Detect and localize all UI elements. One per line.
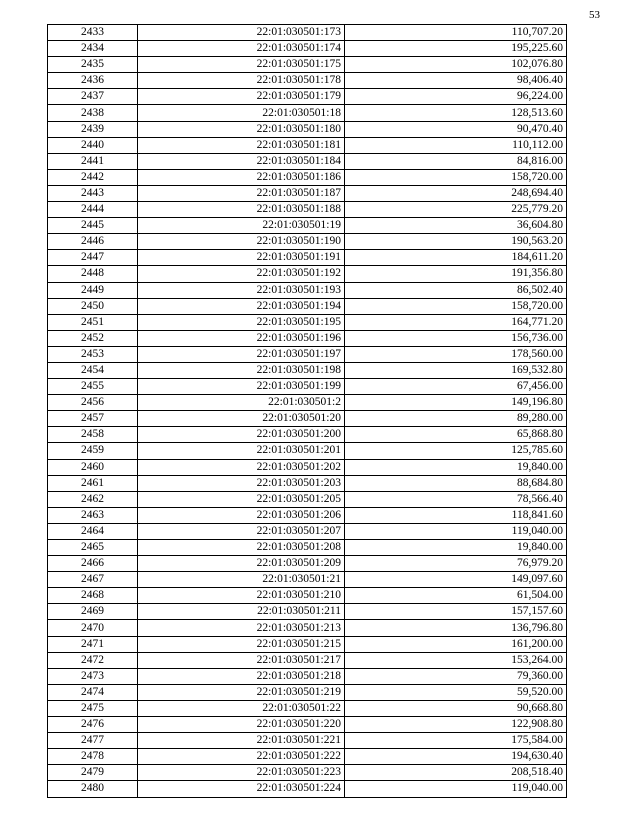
cadastral-value-cell: 156,736.00 (345, 330, 567, 346)
row-number-cell: 2447 (48, 250, 138, 266)
cadastral-number-cell: 22:01:030501:218 (138, 668, 345, 684)
table-row (48, 668, 567, 684)
cadastral-number-cell: 22:01:030501:220 (138, 717, 345, 733)
cadastral-number-cell: 22:01:030501:173 (138, 25, 345, 41)
cadastral-value-cell: 161,200.00 (345, 636, 567, 652)
row-number-cell: 2479 (48, 765, 138, 781)
cadastral-number-cell: 22:01:030501:205 (138, 491, 345, 507)
page-number: 53 (589, 9, 600, 21)
cadastral-number-cell: 22:01:030501:191 (138, 250, 345, 266)
cadastral-value-cell: 157,157.60 (345, 604, 567, 620)
cadastral-number-cell: 22:01:030501:213 (138, 620, 345, 636)
cadastral-number-cell: 22:01:030501:178 (138, 73, 345, 89)
row-number-cell: 2458 (48, 427, 138, 443)
cadastral-value-cell: 191,356.80 (345, 266, 567, 282)
table-row (48, 105, 567, 121)
cadastral-value-cell: 128,513.60 (345, 105, 567, 121)
table-row (48, 443, 567, 459)
table-row (48, 41, 567, 57)
cadastral-value-cell: 175,584.00 (345, 733, 567, 749)
cadastral-value-cell: 149,097.60 (345, 572, 567, 588)
table-row (48, 346, 567, 362)
cadastral-value-cell: 79,360.00 (345, 668, 567, 684)
table-row (48, 282, 567, 298)
cadastral-value-table (47, 24, 567, 798)
cadastral-number-cell: 22:01:030501:179 (138, 89, 345, 105)
row-number-cell: 2451 (48, 314, 138, 330)
row-number-cell: 2474 (48, 684, 138, 700)
row-number-cell: 2455 (48, 379, 138, 395)
table-row (48, 620, 567, 636)
row-number-cell: 2448 (48, 266, 138, 282)
cadastral-value-cell: 84,816.00 (345, 153, 567, 169)
table-row (48, 523, 567, 539)
cadastral-number-cell: 22:01:030501:194 (138, 298, 345, 314)
cadastral-number-cell: 22:01:030501:209 (138, 556, 345, 572)
cadastral-number-cell: 22:01:030501:181 (138, 137, 345, 153)
table-row (48, 684, 567, 700)
table-row (48, 749, 567, 765)
cadastral-number-cell: 22:01:030501:217 (138, 652, 345, 668)
cadastral-value-cell: 153,264.00 (345, 652, 567, 668)
cadastral-value-cell: 36,604.80 (345, 218, 567, 234)
row-number-cell: 2457 (48, 411, 138, 427)
cadastral-value-cell: 65,868.80 (345, 427, 567, 443)
cadastral-number-cell: 22:01:030501:208 (138, 540, 345, 556)
row-number-cell: 2470 (48, 620, 138, 636)
table-row (48, 572, 567, 588)
table-row (48, 185, 567, 201)
table-row (48, 73, 567, 89)
table-row (48, 652, 567, 668)
cadastral-value-cell: 136,796.80 (345, 620, 567, 636)
cadastral-value-cell: 90,668.80 (345, 700, 567, 716)
row-number-cell: 2454 (48, 362, 138, 378)
table-row (48, 427, 567, 443)
table-row (48, 25, 567, 41)
cadastral-value-cell: 178,560.00 (345, 346, 567, 362)
table-row (48, 379, 567, 395)
cadastral-number-cell: 22:01:030501:180 (138, 121, 345, 137)
table-row (48, 153, 567, 169)
table-row (48, 700, 567, 716)
cadastral-number-cell: 22:01:030501:192 (138, 266, 345, 282)
cadastral-value-cell: 86,502.40 (345, 282, 567, 298)
cadastral-number-cell: 22:01:030501:207 (138, 523, 345, 539)
cadastral-value-cell: 96,224.00 (345, 89, 567, 105)
cadastral-value-cell: 67,456.00 (345, 379, 567, 395)
cadastral-value-cell: 164,771.20 (345, 314, 567, 330)
table-row (48, 540, 567, 556)
row-number-cell: 2442 (48, 169, 138, 185)
row-number-cell: 2446 (48, 234, 138, 250)
row-number-cell: 2471 (48, 636, 138, 652)
table-row (48, 169, 567, 185)
row-number-cell: 2459 (48, 443, 138, 459)
row-number-cell: 2477 (48, 733, 138, 749)
cadastral-value-cell: 190,563.20 (345, 234, 567, 250)
row-number-cell: 2434 (48, 41, 138, 57)
table-row (48, 121, 567, 137)
row-number-cell: 2472 (48, 652, 138, 668)
cadastral-number-cell: 22:01:030501:175 (138, 57, 345, 73)
cadastral-number-cell: 22:01:030501:210 (138, 588, 345, 604)
row-number-cell: 2476 (48, 717, 138, 733)
row-number-cell: 2441 (48, 153, 138, 169)
cadastral-value-cell: 61,504.00 (345, 588, 567, 604)
cadastral-number-cell: 22:01:030501:219 (138, 684, 345, 700)
row-number-cell: 2450 (48, 298, 138, 314)
cadastral-value-cell: 76,979.20 (345, 556, 567, 572)
cadastral-number-cell: 22:01:030501:19 (138, 218, 345, 234)
cadastral-number-cell: 22:01:030501:20 (138, 411, 345, 427)
cadastral-value-cell: 208,518.40 (345, 765, 567, 781)
cadastral-value-cell: 98,406.40 (345, 73, 567, 89)
cadastral-value-cell: 195,225.60 (345, 41, 567, 57)
row-number-cell: 2469 (48, 604, 138, 620)
cadastral-number-cell: 22:01:030501:187 (138, 185, 345, 201)
row-number-cell: 2436 (48, 73, 138, 89)
cadastral-value-cell: 78,566.40 (345, 491, 567, 507)
table-row (48, 137, 567, 153)
row-number-cell: 2440 (48, 137, 138, 153)
table-row (48, 717, 567, 733)
row-number-cell: 2452 (48, 330, 138, 346)
row-number-cell: 2433 (48, 25, 138, 41)
table-row (48, 491, 567, 507)
row-number-cell: 2437 (48, 89, 138, 105)
table-row (48, 636, 567, 652)
cadastral-number-cell: 22:01:030501:221 (138, 733, 345, 749)
cadastral-number-cell: 22:01:030501:211 (138, 604, 345, 620)
cadastral-value-cell: 102,076.80 (345, 57, 567, 73)
row-number-cell: 2466 (48, 556, 138, 572)
table-row (48, 57, 567, 73)
table-row (48, 202, 567, 218)
row-number-cell: 2460 (48, 459, 138, 475)
row-number-cell: 2480 (48, 781, 138, 797)
row-number-cell: 2473 (48, 668, 138, 684)
cadastral-number-cell: 22:01:030501:184 (138, 153, 345, 169)
table-row (48, 395, 567, 411)
table-row (48, 507, 567, 523)
cadastral-value-cell: 184,611.20 (345, 250, 567, 266)
row-number-cell: 2464 (48, 523, 138, 539)
cadastral-number-cell: 22:01:030501:199 (138, 379, 345, 395)
cadastral-value-cell: 19,840.00 (345, 540, 567, 556)
cadastral-number-cell: 22:01:030501:197 (138, 346, 345, 362)
cadastral-number-cell: 22:01:030501:196 (138, 330, 345, 346)
row-number-cell: 2468 (48, 588, 138, 604)
row-number-cell: 2439 (48, 121, 138, 137)
table-row (48, 266, 567, 282)
row-number-cell: 2456 (48, 395, 138, 411)
cadastral-value-cell: 122,908.80 (345, 717, 567, 733)
cadastral-number-cell: 22:01:030501:188 (138, 202, 345, 218)
row-number-cell: 2462 (48, 491, 138, 507)
table-row (48, 314, 567, 330)
row-number-cell: 2438 (48, 105, 138, 121)
row-number-cell: 2435 (48, 57, 138, 73)
row-number-cell: 2443 (48, 185, 138, 201)
row-number-cell: 2449 (48, 282, 138, 298)
cadastral-number-cell: 22:01:030501:186 (138, 169, 345, 185)
cadastral-value-cell: 248,694.40 (345, 185, 567, 201)
row-number-cell: 2461 (48, 475, 138, 491)
cadastral-number-cell: 22:01:030501:215 (138, 636, 345, 652)
row-number-cell: 2478 (48, 749, 138, 765)
cadastral-value-cell: 90,470.40 (345, 121, 567, 137)
table-row (48, 89, 567, 105)
table-body (48, 25, 567, 798)
cadastral-value-cell: 110,112.00 (345, 137, 567, 153)
cadastral-value-cell: 169,532.80 (345, 362, 567, 378)
cadastral-value-cell: 118,841.60 (345, 507, 567, 523)
table-row (48, 459, 567, 475)
table-row (48, 362, 567, 378)
cadastral-number-cell: 22:01:030501:206 (138, 507, 345, 523)
cadastral-number-cell: 22:01:030501:174 (138, 41, 345, 57)
cadastral-value-cell: 19,840.00 (345, 459, 567, 475)
row-number-cell: 2467 (48, 572, 138, 588)
cadastral-value-cell: 225,779.20 (345, 202, 567, 218)
cadastral-value-cell: 88,684.80 (345, 475, 567, 491)
table-row (48, 556, 567, 572)
table-row (48, 234, 567, 250)
table-row (48, 298, 567, 314)
cadastral-number-cell: 22:01:030501:224 (138, 781, 345, 797)
cadastral-value-cell: 59,520.00 (345, 684, 567, 700)
cadastral-value-cell: 110,707.20 (345, 25, 567, 41)
table-row (48, 330, 567, 346)
cadastral-number-cell: 22:01:030501:190 (138, 234, 345, 250)
table-row (48, 250, 567, 266)
cadastral-number-cell: 22:01:030501:223 (138, 765, 345, 781)
cadastral-number-cell: 22:01:030501:202 (138, 459, 345, 475)
cadastral-value-cell: 119,040.00 (345, 781, 567, 797)
row-number-cell: 2445 (48, 218, 138, 234)
table-row (48, 765, 567, 781)
cadastral-value-cell: 194,630.40 (345, 749, 567, 765)
row-number-cell: 2463 (48, 507, 138, 523)
cadastral-value-cell: 119,040.00 (345, 523, 567, 539)
cadastral-number-cell: 22:01:030501:2 (138, 395, 345, 411)
cadastral-number-cell: 22:01:030501:203 (138, 475, 345, 491)
cadastral-number-cell: 22:01:030501:21 (138, 572, 345, 588)
cadastral-value-cell: 125,785.60 (345, 443, 567, 459)
row-number-cell: 2465 (48, 540, 138, 556)
cadastral-number-cell: 22:01:030501:198 (138, 362, 345, 378)
cadastral-number-cell: 22:01:030501:195 (138, 314, 345, 330)
cadastral-number-cell: 22:01:030501:22 (138, 700, 345, 716)
table-row (48, 604, 567, 620)
cadastral-value-cell: 89,280.00 (345, 411, 567, 427)
table-row (48, 781, 567, 797)
table-row (48, 475, 567, 491)
row-number-cell: 2475 (48, 700, 138, 716)
table-row (48, 218, 567, 234)
cadastral-number-cell: 22:01:030501:193 (138, 282, 345, 298)
cadastral-number-cell: 22:01:030501:18 (138, 105, 345, 121)
table-row (48, 733, 567, 749)
cadastral-value-cell: 149,196.80 (345, 395, 567, 411)
cadastral-value-cell: 158,720.00 (345, 298, 567, 314)
row-number-cell: 2453 (48, 346, 138, 362)
table-row (48, 411, 567, 427)
cadastral-number-cell: 22:01:030501:201 (138, 443, 345, 459)
cadastral-number-cell: 22:01:030501:200 (138, 427, 345, 443)
cadastral-number-cell: 22:01:030501:222 (138, 749, 345, 765)
row-number-cell: 2444 (48, 202, 138, 218)
cadastral-value-cell: 158,720.00 (345, 169, 567, 185)
table-row (48, 588, 567, 604)
